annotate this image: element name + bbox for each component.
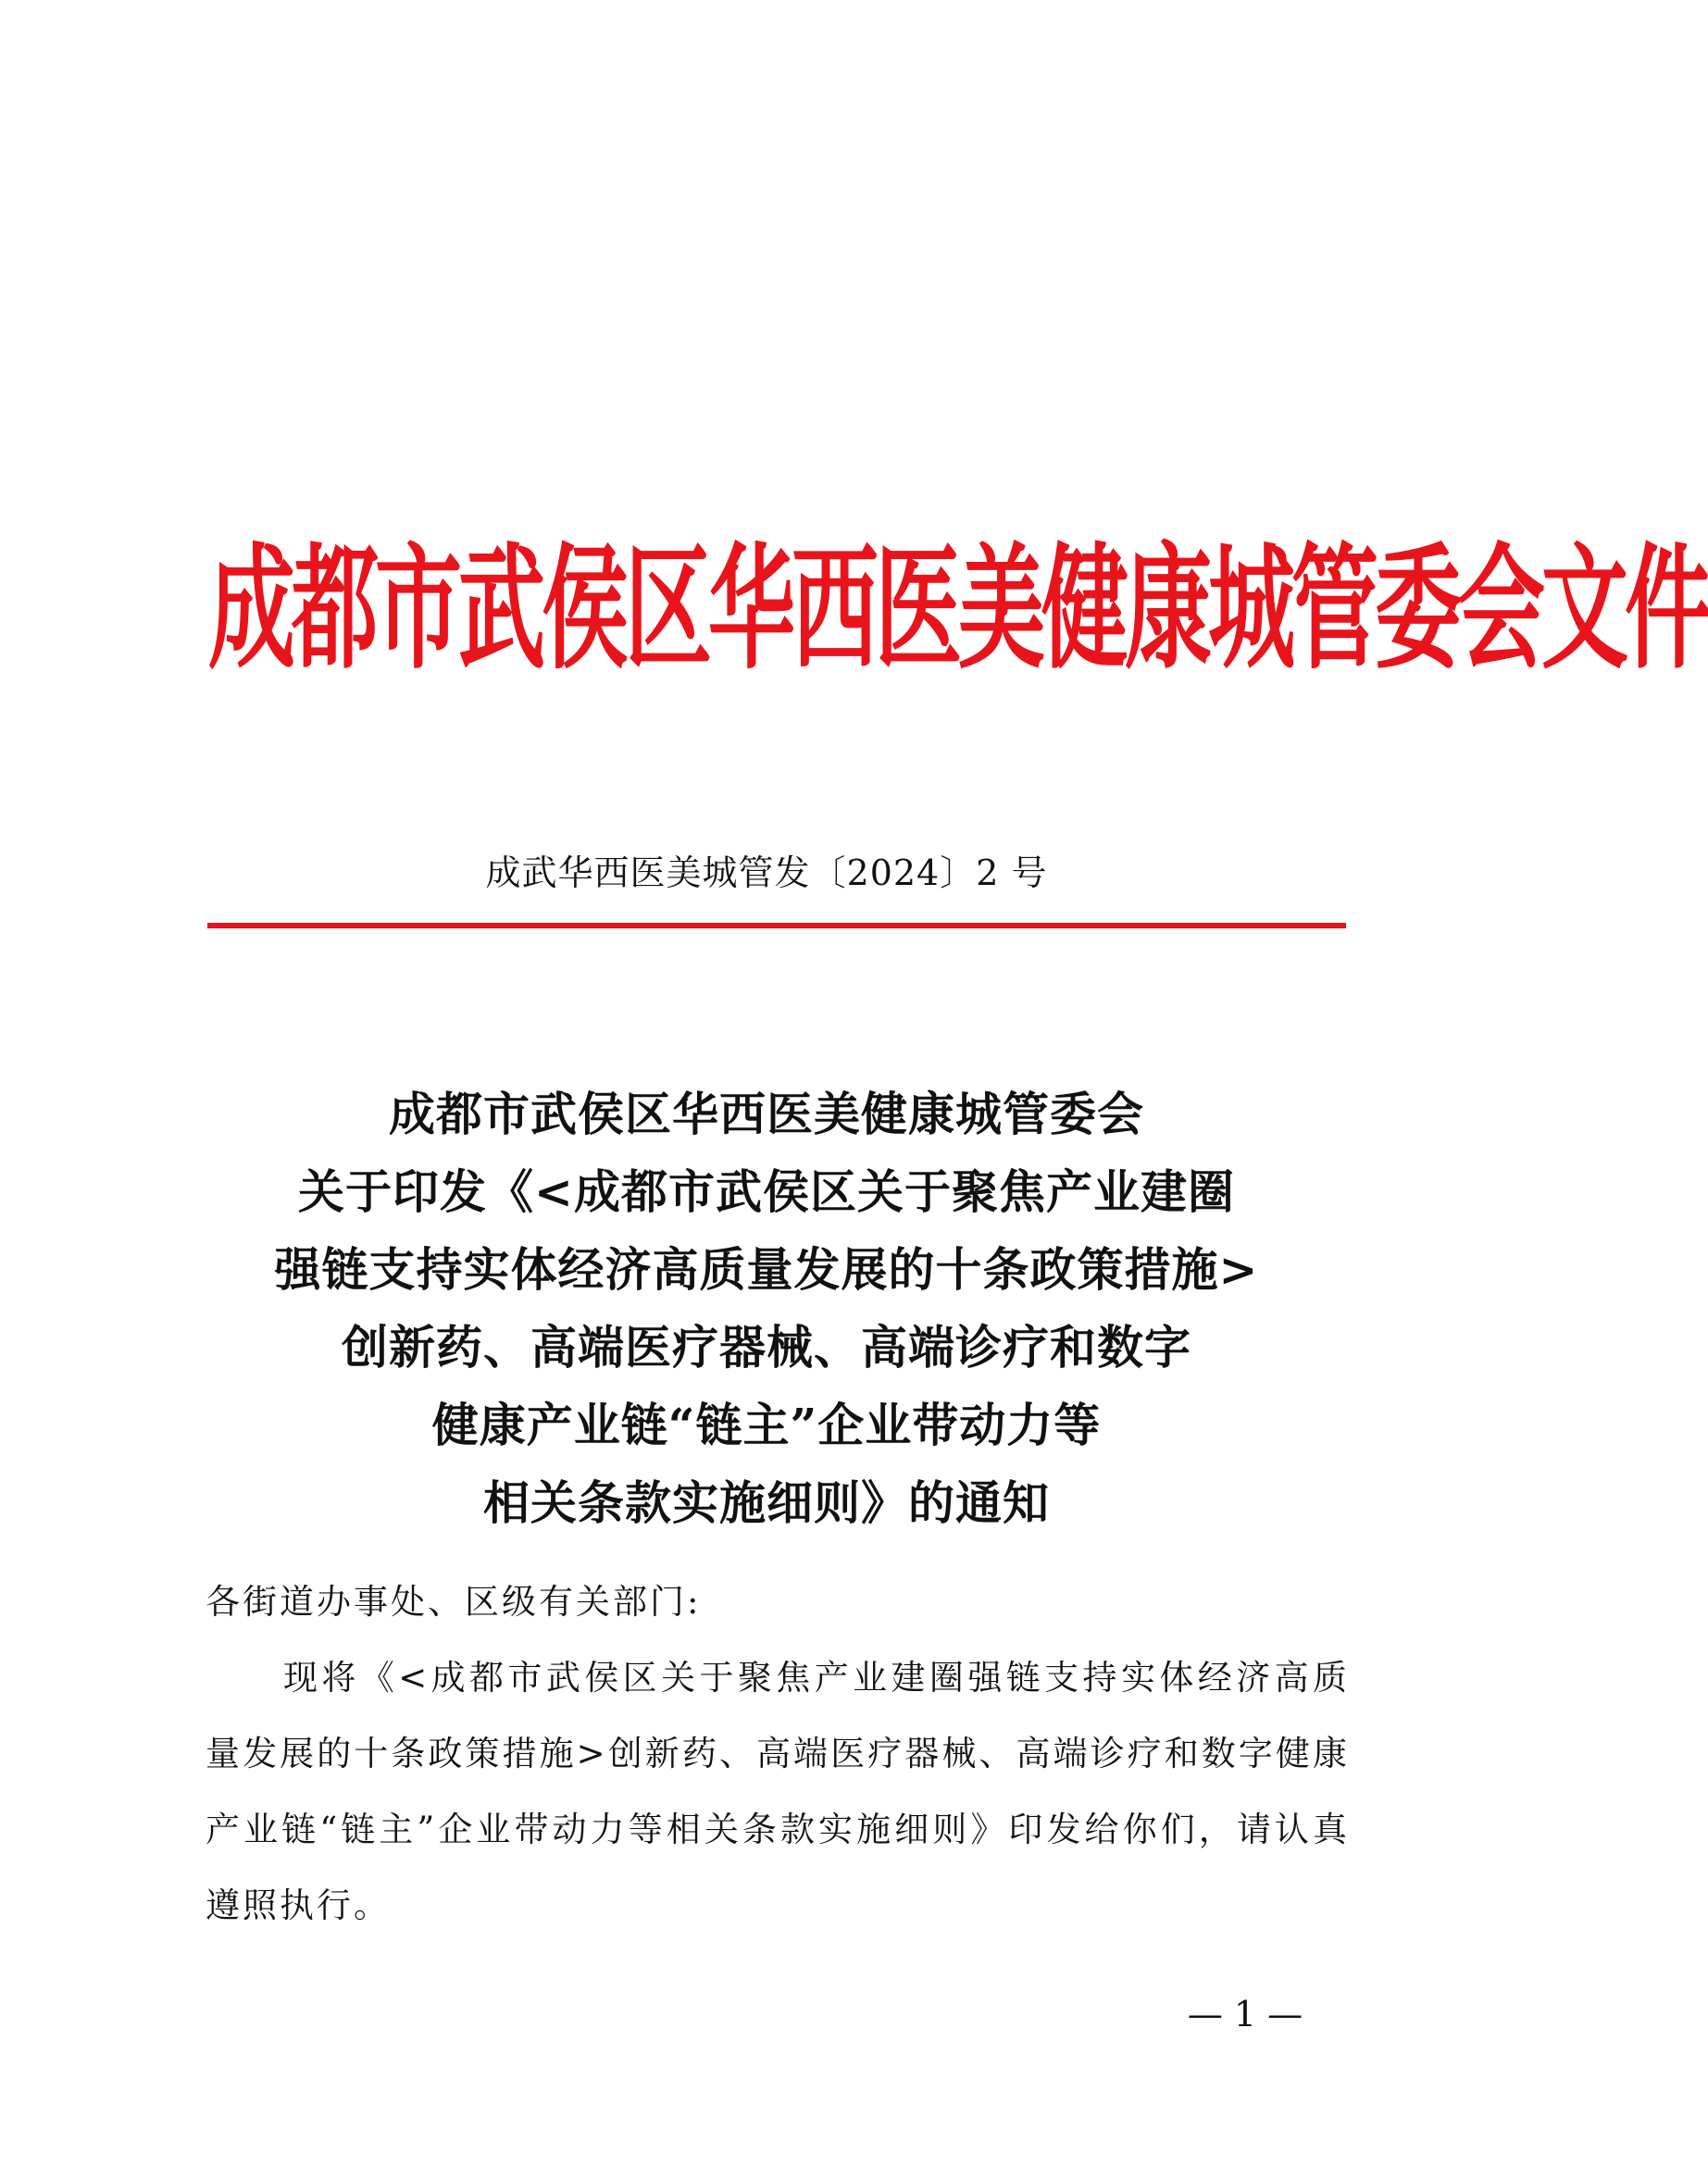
body-paragraph: 现将《<成都市武侯区关于聚焦产业建圈强链支持实体经济高质量发展的十条政策措施>创新药、高端医疗器械、高端诊疗和数字健康产业链“链主”企业带动力等相关条款实施细则》印发给你们，请认真遵照执行。 [206,1658,1350,1925]
title-line-6: 相关条款实施细则》的通知 [483,1475,1050,1530]
title-line-3: 强链支持实体经济高质量发展的十条政策措施> [274,1242,1259,1297]
title-line-2: 关于印发《<成都市武侯区关于聚焦产业建圈 [298,1164,1235,1219]
red-divider-line [207,923,1346,928]
title-line-5: 健康产业链“链主”企业带动力等 [431,1398,1102,1452]
document-body [206,1564,1350,1944]
notice-title [185,1076,1348,1542]
masthead-title: 成都市武侯区华西医美健康城管委会文件 [208,531,1708,689]
document-number: 成武华西医美城管发〔2024〕2 号 [485,852,1048,893]
title-line-4: 创新药、高端医疗器械、高端诊疗和数字 [342,1320,1191,1375]
salutation: 各街道办事处、区级有关部门: [206,1582,702,1622]
title-line-1: 成都市武侯区华西医美健康城管委会 [389,1087,1144,1141]
page-number: — 1 — [1187,1994,1303,2034]
